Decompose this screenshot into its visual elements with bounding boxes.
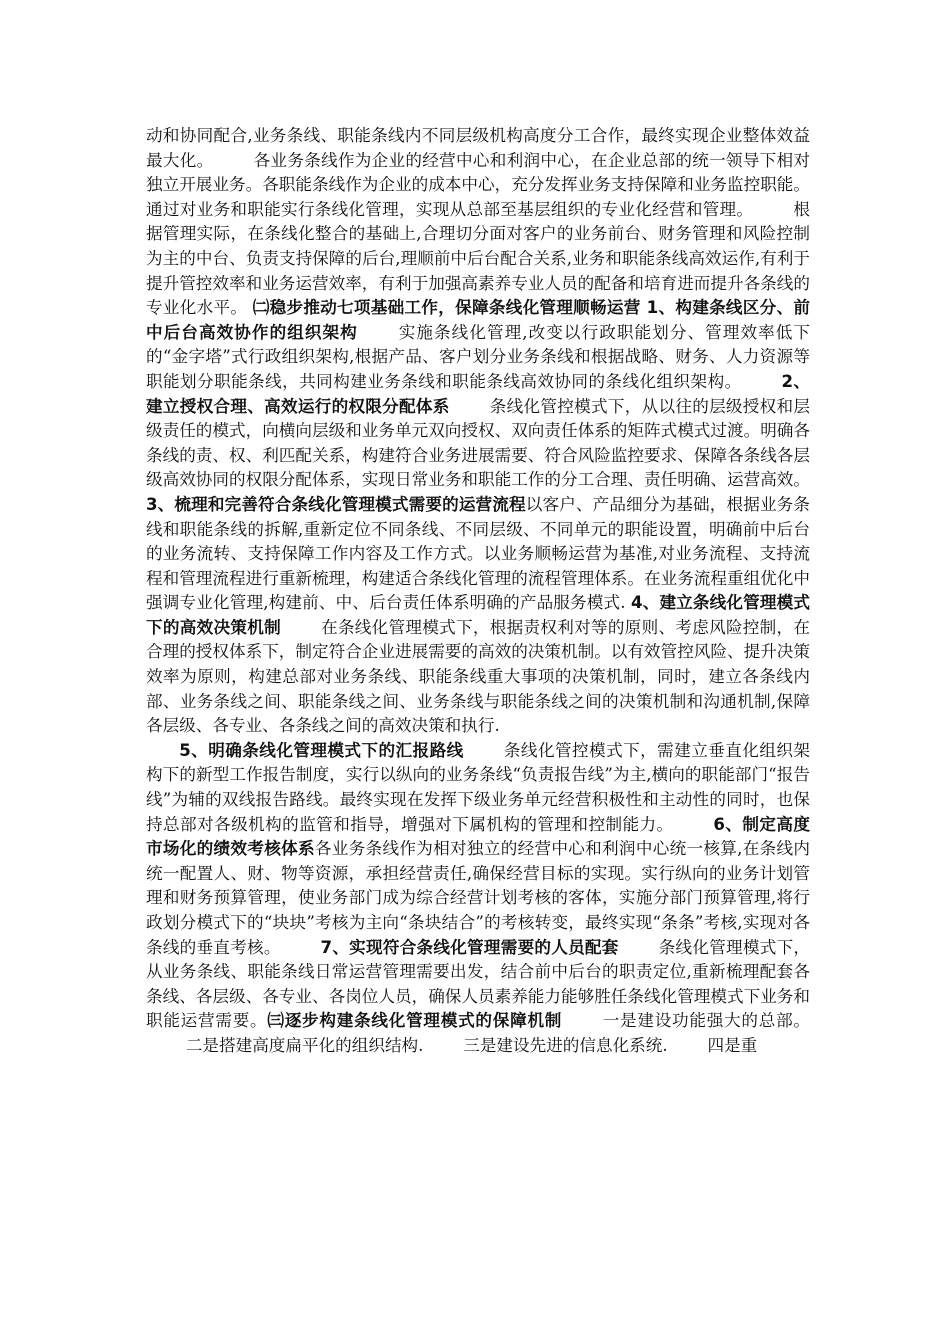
body-text: 一是建设功能强大的总部。 [601, 1011, 811, 1031]
section-heading: 6、制定高度市场化的绩效考核体系 [146, 814, 811, 859]
body-text: 各业务条线作为企业的经营中心和利润中心，在企业总部的统一领导下相对独立开展业务。各职能条线作为企业的成本中心，充分发挥业务支持保障和业务监控职能。通过对业务和职能实行条线化管理，实现从总部至基层组织的专业化经营和管理。 [146, 150, 811, 219]
section-heading: 5、明确条线化管理模式下的汇报路线 [179, 740, 464, 760]
section-heading: ㈡稳步推动七项基础工作，保障条线化管理顺畅运营 1、构建条线区分、前中后台高效协作的组织架构 [146, 298, 810, 342]
body-text: 在条线化管理模式下，根据责权利对等的原则、考虑风险控制，在合理的授权体系下，制定符合企业进展需要的高效的决策机制。以有效管控风险、提升决策效率为原则，构建总部对业务条线、职能条线重大事项的决策机制，同时，建立各条线内部、业务条线之间、职能条线之间、业务条线与职能条线之间的决策机制和沟通机制,保障各层级、各专业、各条线之间的高效决策和执行. [146, 617, 811, 736]
section-heading: 3、梳理和完善符合条线化管理模式需要的运营流程 [146, 494, 526, 514]
body-text: 条线化管控模式下，从以往的层级授权和层级责任的模式，向横向层级和业务单元双向授权、双向责任体系的矩阵式模式过渡。明确各条线的责、权、利匹配关系，构建符合业务进展需要、符合风险监控要求、保障各条线各层级高效协同的权限分配体系，实现日常业务和职能工作的分工合理、责任明确、运营高效。 [146, 396, 811, 490]
section-heading: 2、建立授权合理、高效运行的权限分配体系 [146, 371, 811, 416]
body-text: 根据管理实际，在条线化整合的基础上,合理切分面对客户的业务前台、财务管理和风险控制为主的中台、负责支持保障的后台,理顺前中后台配合关系,业务和职能条线高效运作,有利于提升管控效率和业务运营效率，有利于加强高素养专业人员的配备和培育进而提升各条线的专业化水平。 [146, 199, 811, 318]
body-text: 各业务条线作为相对独立的经营中心和利润中心统一核算,在条线内统一配置人、财、物等资源，承担经营责任,确保经营目标的实现。实行纵向的业务计划管理和财务预算管理，使业务部门成为综合经营计划考核的客体，实施分部门预算管理,将行政划分模式下的“块块”考核为主向“条块结合”的考核转变，最终实现“条条”考核,实现对各条线的垂直考核。 [146, 839, 811, 957]
body-text: 动和协同配合,业务条线、职能条线内不同层级机构高度分工合作，最终实现企业整体效益最大化。 [146, 126, 810, 170]
body-text: 二是搭建高度扁平化的组织结构. [185, 1035, 424, 1055]
paragraph [146, 739, 810, 1059]
document-page [146, 124, 810, 1059]
section-heading: 4、建立条线化管理模式下的高效决策机制 [146, 593, 810, 637]
body-text: 以客户、产品细分为基础，根据业务条线和职能条线的拆解,重新定位不同条线、不同层级、不同单元的职能设置，明确前中后台的业务流转、支持保障工作内容及工作方式。以业务顺畅运营为基准,对业务流程、支持流程和管理流程进行重新梳理，构建适合条线化管理的流程管理体系。在业务流程重组优化中强调专业化管理,构建前、中、后台责任体系明确的产品服务模式. [146, 494, 811, 613]
body-text: 条线化管理模式下，从业务条线、职能条线日常运营管理需要出发，结合前中后台的职责定位,重新梳理配套各条线、各层级、各专业、各岗位人员，确保人员素养能力能够胜任条线化管理模式下业务和职能运营需要。 [146, 937, 811, 1031]
section-heading: 7、实现符合条线化管理需要的人员配套 [320, 937, 619, 957]
body-text: 四是重 [707, 1035, 758, 1055]
body-text: 三是建设先进的信息化系统. [463, 1035, 668, 1055]
body-text: 实施条线化管理,改变以行政职能划分、管理效率低下的“金字塔”式行政组织架构,根据产品、客户划分业务条线和根据战略、财务、人力资源等职能划分职能条线，共同构建业务条线和职能条线高效协同的条线化组织架构。 [146, 322, 810, 391]
section-heading: ㈢逐步构建条线化管理模式的保障机制 [267, 1011, 563, 1031]
body-text: 条线化管控模式下，需建立垂直化组织架构下的新型工作报告制度，实行以纵向的业务条线“负责报告线”为主,横向的职能部门“报告线”为辅的双线报告路线。最终实现在发挥下级业务单元经营积极性和主动性的同时，也保持总部对各级机构的监管和指导，增强对下属机构的管理和控制能力。 [146, 740, 810, 834]
paragraph [146, 124, 810, 739]
